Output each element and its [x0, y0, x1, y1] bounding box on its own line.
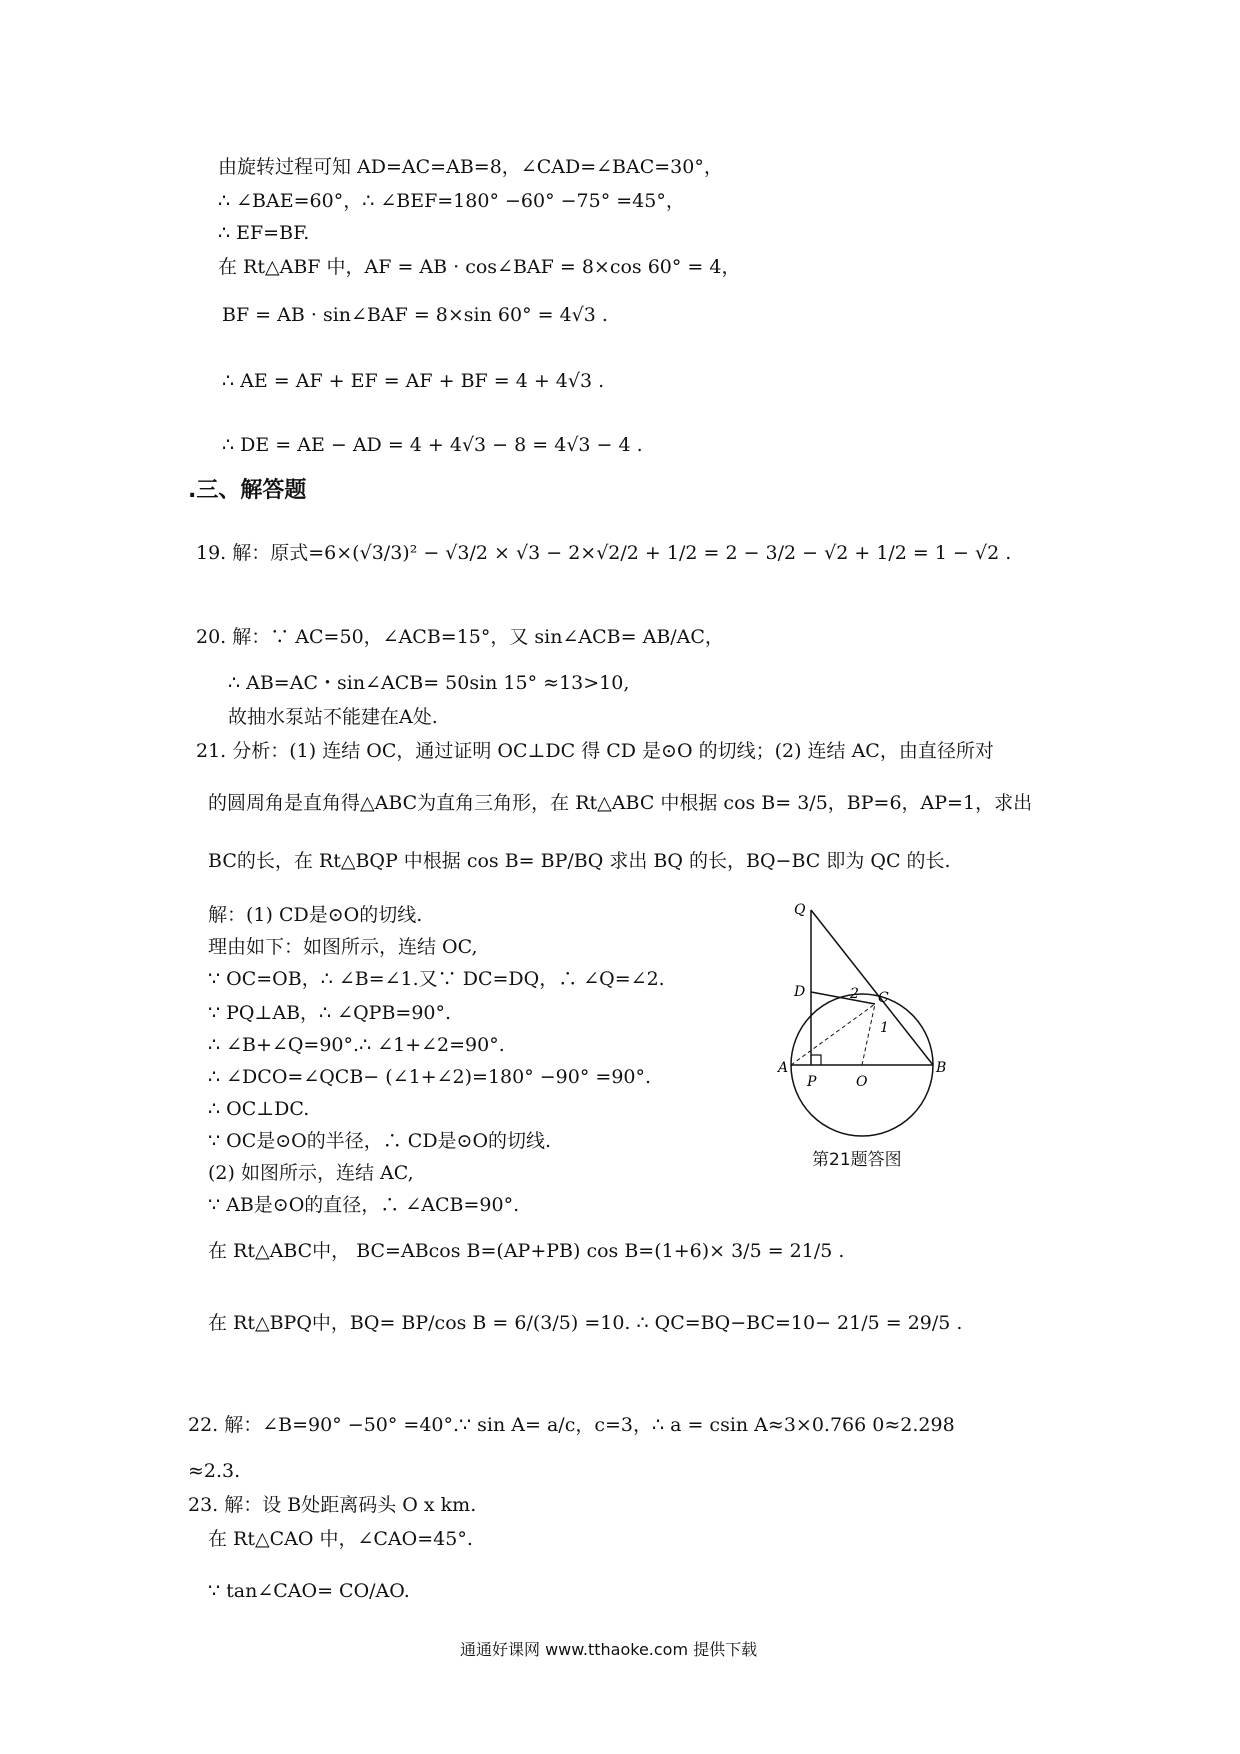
q21-solution-1: 解：(1) CD是⊙O的切线. [208, 904, 423, 926]
q22-line-1: 22. 解：∠B=90° −50° =40°.∵ sin A= a/c，c=3，∴ a = csin A≈3×0.766 0≈2.298 [188, 1414, 955, 1436]
figure-label-a: A [778, 1060, 789, 1076]
q21-solution-7: ∴ OC⊥DC. [208, 1098, 310, 1120]
p18-line-4: 在 Rt△ABF 中，AF = AB · cos∠BAF = 8×cos 60° = 4， [218, 256, 741, 278]
q21-solution-8: ∵ OC是⊙O的半径，∴ CD是⊙O的切线. [208, 1130, 552, 1152]
q21-solution-11: 在 Rt△ABC中， BC=ABcos B=(AP+PB) cos B=(1+6)× 3/5 = 21/5 . [208, 1240, 845, 1262]
section-title: .三、解答题 [188, 478, 307, 503]
figure-label-q: Q [794, 902, 806, 918]
figure-label-2: 2 [850, 986, 859, 1002]
q20-line-1: 20. 解：∵ AC=50，∠ACB=15°，又 sin∠ACB= AB/AC， [196, 626, 724, 648]
p18-line-1 [218, 156, 723, 179]
figure-line-qb [811, 910, 933, 1065]
q21-figure [770, 900, 960, 1146]
figure-line-ac [791, 1004, 875, 1065]
figure-right-angle [811, 1055, 821, 1065]
figure-label-c: C [878, 990, 889, 1006]
q20-line-2: ∴ AB=AC・sin∠ACB= 50sin 15° ≈13>10, [228, 672, 630, 694]
q23-line-2: 在 Rt△CAO 中，∠CAO=45°. [208, 1528, 473, 1550]
p18-line-3: ∴ EF=BF. [218, 222, 310, 244]
q22-line-2: ≈2.3. [188, 1460, 241, 1482]
figure-label-d: D [794, 984, 806, 1000]
p18-line-7: ∴ DE = AE − AD = 4 + 4√3 − 8 = 4√3 − 4 . [222, 434, 643, 456]
q21-solution-12: 在 Rt△BPQ中，BQ= BP/cos B = 6/(3/5) =10. ∴ QC=BQ−BC=10− 21/5 = 29/5 . [208, 1312, 963, 1334]
q21-solution-9: (2) 如图所示，连结 AC, [208, 1162, 414, 1184]
q21-solution-3: ∵ OC=OB，∴ ∠B=∠1.又∵ DC=DQ，∴ ∠Q=∠2. [208, 968, 665, 990]
figure-caption: 第21题答图 [812, 1150, 902, 1170]
figure-label-p: P [807, 1074, 817, 1090]
footer-text: 通通好课网 www.tthaoke.com 提供下载 [460, 1640, 758, 1659]
q20-line-3: 故抽水泵站不能建在A处. [228, 706, 438, 728]
figure-label-b: B [936, 1060, 947, 1076]
q21-solution-6: ∴ ∠DCO=∠QCB− (∠1+∠2)=180° −90° =90°. [208, 1066, 652, 1088]
figure-label-1: 1 [880, 1020, 889, 1036]
q19-line: 19. 解：原式=6×(√3/3)² − √3/2 × √3 − 2×√2/2 + 1/2 = 2 − 3/2 − √2 + 1/2 = 1 − √2 . [196, 542, 1012, 564]
figure-line-oc [862, 1004, 875, 1065]
q21-solution-4: ∵ PQ⊥AB，∴ ∠QPB=90°. [208, 1002, 452, 1024]
figure-label-o: O [856, 1074, 868, 1090]
p18-line-5: BF = AB · sin∠BAF = 8×sin 60° = 4√3 . [222, 304, 608, 326]
q23-line-1: 23. 解：设 B处距离码头 O x km. [188, 1494, 477, 1516]
q21-solution-2: 理由如下：如图所示，连结 OC, [208, 936, 478, 958]
q21-analysis-3: BC的长，在 Rt△BQP 中根据 cos B= BP/BQ 求出 BQ 的长，BQ−BC 即为 QC 的长. [208, 850, 951, 872]
p18-line-6: ∴ AE = AF + EF = AF + BF = 4 + 4√3 . [222, 370, 605, 392]
p18-l1-text: 由旋转过程可知 AD=AC=AB=8，∠CAD=∠BAC=30°， [218, 156, 723, 178]
q21-solution-10: ∵ AB是⊙O的直径，∴ ∠ACB=90°. [208, 1194, 520, 1216]
q23-line-3: ∵ tan∠CAO= CO/AO. [208, 1580, 410, 1602]
q21-analysis-1: 21. 分析：(1) 连结 OC，通过证明 OC⊥DC 得 CD 是⊙O 的切线；(2) 连结 AC，由直径所对 [196, 740, 994, 762]
q21-solution-5: ∴ ∠B+∠Q=90°.∴ ∠1+∠2=90°. [208, 1034, 505, 1056]
p18-line-2: ∴ ∠BAE=60°，∴ ∠BEF=180° −60° −75° =45°， [218, 190, 685, 212]
q21-analysis-2: 的圆周角是直角得△ABC为直角三角形，在 Rt△ABC 中根据 cos B= 3/5，BP=6，AP=1，求出 [208, 792, 1033, 814]
